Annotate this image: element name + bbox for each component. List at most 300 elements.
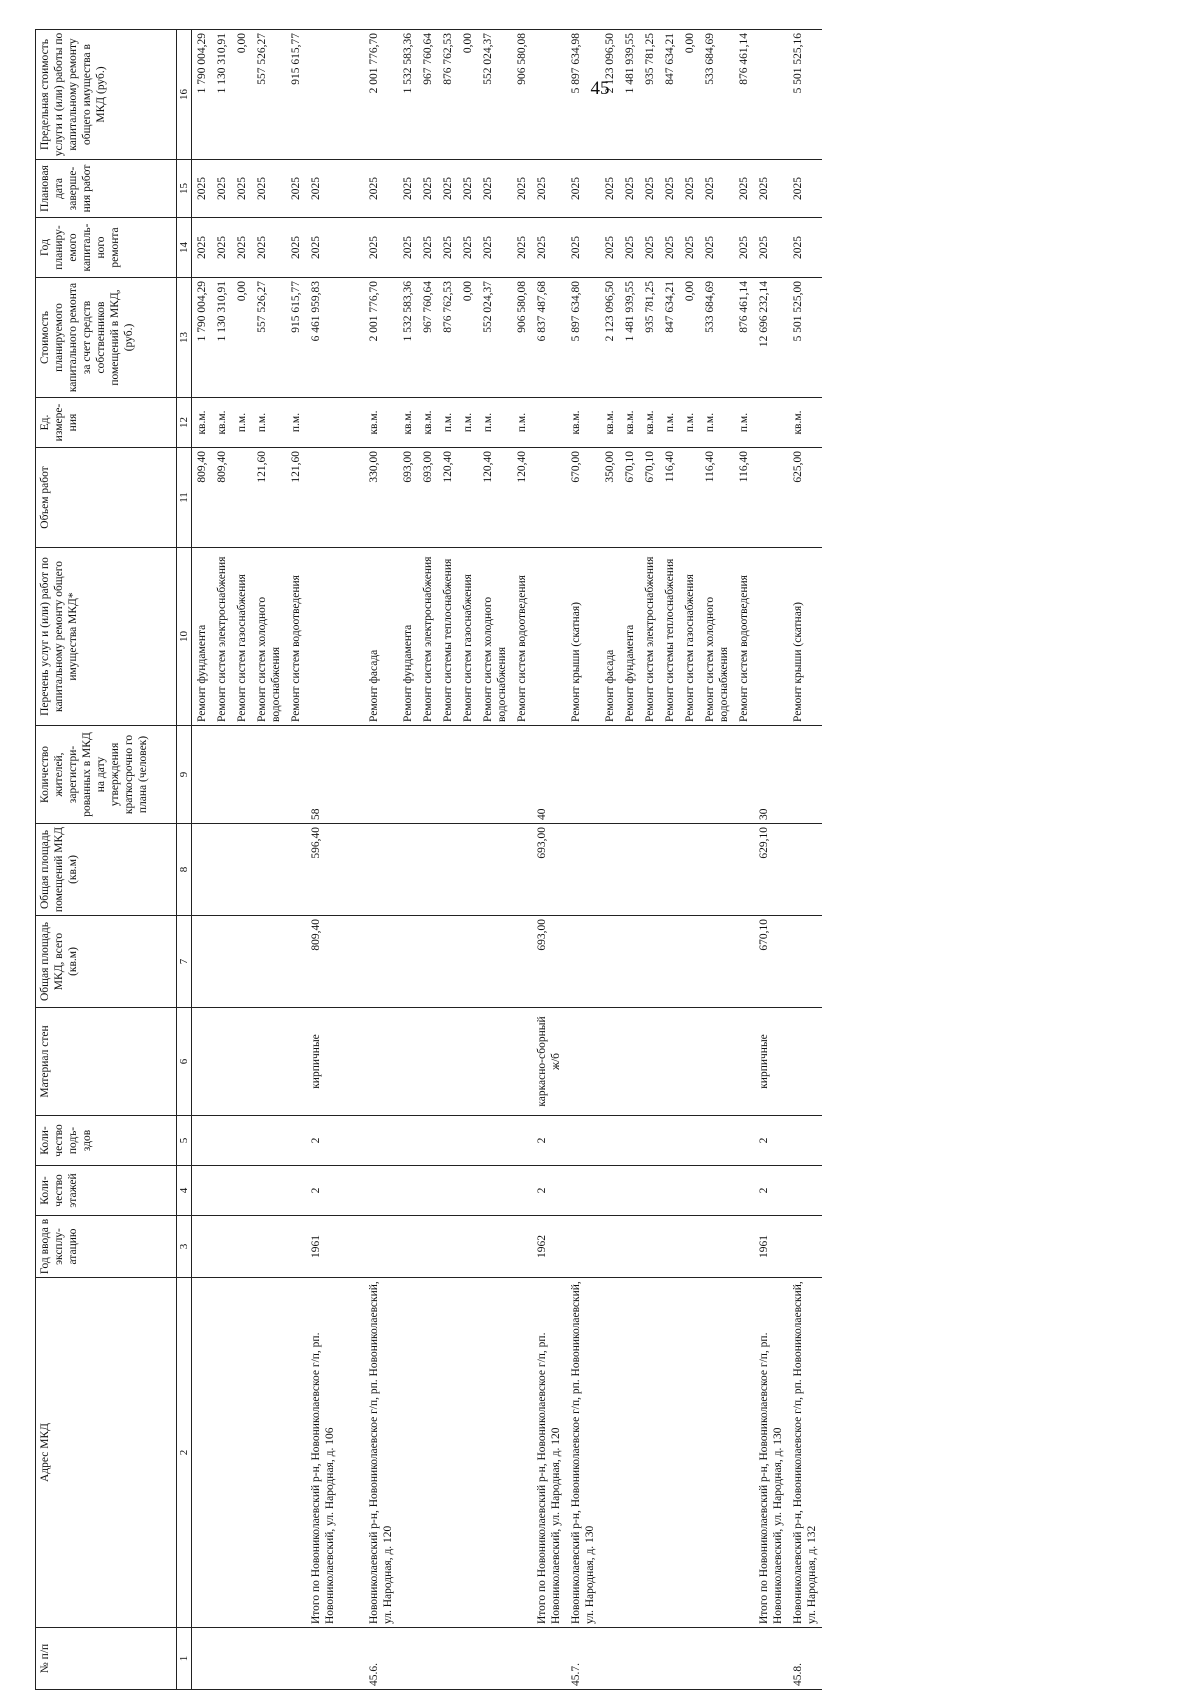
table-row <box>788 30 822 1690</box>
cell-col-11: 120,40 <box>438 448 458 548</box>
cell-col-8 <box>458 824 478 916</box>
cell-col-15: 2025 <box>364 160 398 218</box>
cell-col-14 <box>340 218 364 278</box>
cell-col-4 <box>438 1166 458 1216</box>
cell-col-12: п.м. <box>512 398 532 448</box>
cell-col-5 <box>286 1116 306 1166</box>
cell-col-3 <box>734 1216 754 1278</box>
column-header-9: Количество жителей, зарегистри-рованных в МКД на дату утверждения краткосрочно го плана (человек) <box>36 726 177 824</box>
cell-col-15: 2025 <box>512 160 532 218</box>
cell-col-3: 1962 <box>532 1216 566 1278</box>
cell-col-13: 1 532 583,36 <box>398 278 418 398</box>
column-header-7: Общая площадь МКД, всего (кв.м) <box>36 916 177 1008</box>
cell-col-10 <box>306 548 340 726</box>
cell-col-4 <box>734 1166 754 1216</box>
cell-col-3 <box>340 1216 364 1278</box>
cell-col-13: 5 501 525,00 <box>788 278 822 398</box>
cell-col-16: 1 790 004,29 <box>192 30 213 160</box>
cell-col-7 <box>700 916 734 1008</box>
cell-col-12: п.м. <box>660 398 680 448</box>
table-row <box>398 30 418 1690</box>
table-row <box>600 30 620 1690</box>
column-header-3: Год ввода в эксплу-атацию <box>36 1216 177 1278</box>
cell-col-1 <box>286 1628 306 1690</box>
cell-col-13: 0,00 <box>458 278 478 398</box>
cell-col-2 <box>212 1278 232 1628</box>
cell-col-10: Ремонт крыши (скатная) <box>566 548 600 726</box>
column-header-2: Адрес МКД <box>36 1278 177 1628</box>
cell-col-6 <box>232 1008 252 1116</box>
cell-col-14: 2025 <box>660 218 680 278</box>
column-number-7: 7 <box>177 916 192 1008</box>
column-number-16: 16 <box>177 30 192 160</box>
cell-col-14: 2025 <box>734 218 754 278</box>
cell-col-15: 2025 <box>458 160 478 218</box>
cell-col-9 <box>252 726 286 824</box>
cell-col-8: 629,10 <box>754 824 788 916</box>
column-number-3: 3 <box>177 1216 192 1278</box>
cell-col-11: 121,60 <box>252 448 286 548</box>
cell-col-11: 350,00 <box>600 448 620 548</box>
cell-col-7 <box>660 916 680 1008</box>
column-header-6: Материал стен <box>36 1008 177 1116</box>
cell-col-10: Ремонт фундамента <box>620 548 640 726</box>
cell-col-12 <box>306 398 340 448</box>
cell-col-4 <box>232 1166 252 1216</box>
cell-col-8 <box>286 824 306 916</box>
cell-col-14: 2025 <box>600 218 620 278</box>
cell-col-12: п.м. <box>438 398 458 448</box>
cell-col-11 <box>232 448 252 548</box>
column-header-8: Общая площадь помещений МКД (кв.м) <box>36 824 177 916</box>
cell-col-2 <box>640 1278 660 1628</box>
cell-col-11 <box>680 448 700 548</box>
cell-col-10: Ремонт систем водоотведения <box>286 548 306 726</box>
cell-col-13: 2 001 776,70 <box>364 278 398 398</box>
cell-col-14: 2025 <box>252 218 286 278</box>
cell-col-16: 0,00 <box>232 30 252 160</box>
cell-col-3 <box>566 1216 600 1278</box>
cell-col-15: 2025 <box>788 160 822 218</box>
cell-col-1 <box>212 1628 232 1690</box>
cell-col-2 <box>252 1278 286 1628</box>
cell-col-14: 2025 <box>512 218 532 278</box>
cell-col-10 <box>340 548 364 726</box>
cell-col-8 <box>398 824 418 916</box>
cell-col-12: кв.м. <box>640 398 660 448</box>
cell-col-13 <box>340 278 364 398</box>
cell-col-8 <box>734 824 754 916</box>
cell-col-15: 2025 <box>680 160 700 218</box>
cell-col-4 <box>212 1166 232 1216</box>
cell-col-9 <box>398 726 418 824</box>
cell-col-1 <box>734 1628 754 1690</box>
total-row <box>754 30 788 1690</box>
cell-col-10: Ремонт систем холодного водоснабжения <box>700 548 734 726</box>
cell-col-3 <box>286 1216 306 1278</box>
cell-col-9 <box>478 726 512 824</box>
cell-col-5 <box>438 1116 458 1166</box>
cell-col-7 <box>192 916 213 1008</box>
column-header-15: Плановая дата заверше-ния работ <box>36 160 177 218</box>
cell-col-1 <box>340 1628 364 1690</box>
cell-col-5 <box>640 1116 660 1166</box>
cell-col-6 <box>478 1008 512 1116</box>
cell-col-7 <box>512 916 532 1008</box>
cell-col-13: 876 461,14 <box>734 278 754 398</box>
cell-col-10: Ремонт системы теплоснабжения <box>438 548 458 726</box>
cell-col-12: п.м. <box>734 398 754 448</box>
cell-col-8 <box>566 824 600 916</box>
cell-col-15: 2025 <box>620 160 640 218</box>
cell-col-9 <box>458 726 478 824</box>
table-row <box>212 30 232 1690</box>
cell-col-16: 935 781,25 <box>640 30 660 160</box>
cell-col-1 <box>252 1628 286 1690</box>
cell-col-3 <box>700 1216 734 1278</box>
cell-col-1 <box>458 1628 478 1690</box>
cell-col-8 <box>212 824 232 916</box>
cell-col-2 <box>680 1278 700 1628</box>
cell-col-16: 1 130 310,91 <box>212 30 232 160</box>
spacer-row <box>340 30 364 1690</box>
cell-col-4: 2 <box>306 1166 340 1216</box>
cell-col-1 <box>438 1628 458 1690</box>
column-number-1: 1 <box>177 1628 192 1690</box>
cell-col-15: 2025 <box>754 160 788 218</box>
cell-col-1 <box>232 1628 252 1690</box>
cell-col-8 <box>340 824 364 916</box>
cell-col-16: 906 580,08 <box>512 30 532 160</box>
cell-col-6 <box>212 1008 232 1116</box>
cell-col-16: 876 461,14 <box>734 30 754 160</box>
cell-col-10: Ремонт систем газоснабжения <box>232 548 252 726</box>
cell-col-14: 2025 <box>640 218 660 278</box>
cell-col-13: 6 461 959,83 <box>306 278 340 398</box>
column-number-2: 2 <box>177 1278 192 1628</box>
cell-col-11: 120,40 <box>478 448 512 548</box>
column-header-5: Коли-чество подъ-здов <box>36 1116 177 1166</box>
cell-col-16: 533 684,69 <box>700 30 734 160</box>
cell-col-16: 876 762,53 <box>438 30 458 160</box>
cell-col-9 <box>232 726 252 824</box>
cell-col-8 <box>788 824 822 916</box>
cell-col-16: 0,00 <box>680 30 700 160</box>
cell-col-14: 2025 <box>398 218 418 278</box>
column-number-9: 9 <box>177 726 192 824</box>
cell-col-6 <box>680 1008 700 1116</box>
cell-col-6 <box>600 1008 620 1116</box>
cell-col-16: 5 897 634,98 <box>566 30 600 160</box>
cell-col-4 <box>458 1166 478 1216</box>
column-number-4: 4 <box>177 1166 192 1216</box>
cell-col-3: 1961 <box>754 1216 788 1278</box>
cell-col-9 <box>620 726 640 824</box>
cell-col-13: 2 123 096,50 <box>600 278 620 398</box>
cell-col-6 <box>192 1008 213 1116</box>
cell-col-15: 2025 <box>532 160 566 218</box>
cell-col-3 <box>252 1216 286 1278</box>
cell-col-4 <box>640 1166 660 1216</box>
cell-col-11: 625,00 <box>788 448 822 548</box>
cell-col-8 <box>600 824 620 916</box>
cell-col-1 <box>398 1628 418 1690</box>
cell-col-7 <box>478 916 512 1008</box>
cell-col-9 <box>640 726 660 824</box>
cell-col-12: кв.м. <box>192 398 213 448</box>
column-number-14: 14 <box>177 218 192 278</box>
cell-col-3 <box>680 1216 700 1278</box>
cell-col-2 <box>600 1278 620 1628</box>
cell-col-9 <box>340 726 364 824</box>
cell-col-6 <box>458 1008 478 1116</box>
cell-col-16: 0,00 <box>458 30 478 160</box>
cell-col-14: 2025 <box>620 218 640 278</box>
cell-col-11 <box>532 448 566 548</box>
cell-col-2 <box>438 1278 458 1628</box>
cell-col-5 <box>232 1116 252 1166</box>
cell-col-3 <box>788 1216 822 1278</box>
cell-col-10: Ремонт систем водоотведения <box>512 548 532 726</box>
cell-col-1 <box>192 1628 213 1690</box>
cell-col-11: 809,40 <box>212 448 232 548</box>
cell-col-3 <box>212 1216 232 1278</box>
cell-col-7 <box>252 916 286 1008</box>
cell-col-13: 557 526,27 <box>252 278 286 398</box>
cell-col-4 <box>788 1166 822 1216</box>
cell-col-16: 2 123 096,50 <box>600 30 620 160</box>
cell-col-4 <box>364 1166 398 1216</box>
cell-col-5 <box>458 1116 478 1166</box>
cell-col-13: 915 615,77 <box>286 278 306 398</box>
cell-col-16 <box>306 30 340 160</box>
table-body <box>192 30 823 1690</box>
cell-col-2 <box>418 1278 438 1628</box>
cell-col-6 <box>438 1008 458 1116</box>
cell-col-6 <box>660 1008 680 1116</box>
cell-col-15: 2025 <box>478 160 512 218</box>
cell-col-13: 5 897 634,80 <box>566 278 600 398</box>
cell-col-14: 2025 <box>418 218 438 278</box>
table-row <box>418 30 438 1690</box>
cell-col-16: 915 615,77 <box>286 30 306 160</box>
cell-col-2 <box>660 1278 680 1628</box>
cell-col-6: каркасно-сборный ж/б <box>532 1008 566 1116</box>
cell-col-13: 533 684,69 <box>700 278 734 398</box>
table-row <box>286 30 306 1690</box>
column-header-14: Год планиру-емого капиталь-ного ремонта <box>36 218 177 278</box>
cell-col-1 <box>306 1628 340 1690</box>
cell-col-15: 2025 <box>252 160 286 218</box>
cell-col-1 <box>754 1628 788 1690</box>
cell-col-13: 967 760,64 <box>418 278 438 398</box>
cell-col-14: 2025 <box>532 218 566 278</box>
cell-col-7 <box>418 916 438 1008</box>
cell-col-5 <box>340 1116 364 1166</box>
cell-col-15: 2025 <box>660 160 680 218</box>
cell-col-3 <box>620 1216 640 1278</box>
cell-col-5: 2 <box>754 1116 788 1166</box>
column-number-15: 15 <box>177 160 192 218</box>
cell-col-7 <box>438 916 458 1008</box>
cell-col-3 <box>438 1216 458 1278</box>
cell-col-7 <box>620 916 640 1008</box>
cell-col-13: 1 790 004,29 <box>192 278 213 398</box>
cell-col-4 <box>340 1166 364 1216</box>
cell-col-14: 2025 <box>566 218 600 278</box>
cell-col-7: 693,00 <box>532 916 566 1008</box>
cell-col-5 <box>566 1116 600 1166</box>
cell-col-6 <box>252 1008 286 1116</box>
cell-col-1 <box>600 1628 620 1690</box>
cell-col-13: 0,00 <box>680 278 700 398</box>
cell-col-2: Итого по Новониколаевский р-н, Новониколаевское г/п, рп. Новониколаевский, ул. Народная, д. 106 <box>306 1278 340 1628</box>
cell-col-14: 2025 <box>438 218 458 278</box>
cell-col-2 <box>286 1278 306 1628</box>
capital-repair-table <box>35 29 822 1690</box>
cell-col-13: 6 837 487,68 <box>532 278 566 398</box>
cell-col-1: 45.8. <box>788 1628 822 1690</box>
cell-col-3 <box>600 1216 620 1278</box>
cell-col-9 <box>566 726 600 824</box>
cell-col-9 <box>734 726 754 824</box>
cell-col-2: Новониколаевский р-н, Новониколаевское г/п, рп. Новониколаевский, ул. Народная, д. 132 <box>788 1278 822 1628</box>
cell-col-11 <box>340 448 364 548</box>
column-number-row <box>177 30 192 1690</box>
column-header-12: Ед. измере-ния <box>36 398 177 448</box>
cell-col-5 <box>620 1116 640 1166</box>
cell-col-7 <box>788 916 822 1008</box>
column-number-12: 12 <box>177 398 192 448</box>
column-header-10: Перечень услуг и (или) работ по капитальному ремонту общего имущества МКД* <box>36 548 177 726</box>
cell-col-15: 2025 <box>192 160 213 218</box>
cell-col-10 <box>532 548 566 726</box>
cell-col-4 <box>680 1166 700 1216</box>
cell-col-5 <box>192 1116 213 1166</box>
cell-col-14: 2025 <box>364 218 398 278</box>
cell-col-16: 2 001 776,70 <box>364 30 398 160</box>
cell-col-10: Ремонт систем холодного водоснабжения <box>252 548 286 726</box>
cell-col-12: п.м. <box>700 398 734 448</box>
cell-col-13: 552 024,37 <box>478 278 512 398</box>
cell-col-16 <box>754 30 788 160</box>
cell-col-10: Ремонт систем электроснабжения <box>640 548 660 726</box>
cell-col-12: кв.м. <box>600 398 620 448</box>
cell-col-6 <box>640 1008 660 1116</box>
column-header-1: № п/п <box>36 1628 177 1690</box>
cell-col-16: 847 634,21 <box>660 30 680 160</box>
column-number-6: 6 <box>177 1008 192 1116</box>
cell-col-15: 2025 <box>398 160 418 218</box>
cell-col-11 <box>754 448 788 548</box>
cell-col-11 <box>306 448 340 548</box>
cell-col-10: Ремонт систем холодного водоснабжения <box>478 548 512 726</box>
table-row <box>512 30 532 1690</box>
cell-col-8 <box>680 824 700 916</box>
cell-col-2 <box>192 1278 213 1628</box>
cell-col-11: 670,00 <box>566 448 600 548</box>
table-row <box>438 30 458 1690</box>
cell-col-12: п.м. <box>286 398 306 448</box>
cell-col-4 <box>398 1166 418 1216</box>
cell-col-6 <box>418 1008 438 1116</box>
cell-col-12 <box>532 398 566 448</box>
cell-col-11: 693,00 <box>418 448 438 548</box>
cell-col-5 <box>364 1116 398 1166</box>
cell-col-7 <box>364 916 398 1008</box>
cell-col-8 <box>418 824 438 916</box>
cell-col-1 <box>640 1628 660 1690</box>
cell-col-4 <box>192 1166 213 1216</box>
cell-col-5 <box>680 1116 700 1166</box>
cell-col-14: 2025 <box>286 218 306 278</box>
cell-col-7 <box>566 916 600 1008</box>
cell-col-9 <box>600 726 620 824</box>
cell-col-15: 2025 <box>232 160 252 218</box>
table-row <box>700 30 734 1690</box>
cell-col-11: 116,40 <box>734 448 754 548</box>
cell-col-11: 121,60 <box>286 448 306 548</box>
cell-col-6 <box>364 1008 398 1116</box>
cell-col-13: 935 781,25 <box>640 278 660 398</box>
cell-col-9 <box>192 726 213 824</box>
cell-col-13: 1 481 939,55 <box>620 278 640 398</box>
cell-col-7 <box>286 916 306 1008</box>
column-header-16: Предельная стоимость услуги и (или) работы по капитальному ремонту общего имущества в МКД (руб.) <box>36 30 177 160</box>
cell-col-16 <box>532 30 566 160</box>
cell-col-16: 967 760,64 <box>418 30 438 160</box>
cell-col-8 <box>660 824 680 916</box>
cell-col-16: 552 024,37 <box>478 30 512 160</box>
cell-col-9 <box>680 726 700 824</box>
cell-col-4 <box>566 1166 600 1216</box>
cell-col-10 <box>754 548 788 726</box>
cell-col-10: Ремонт систем газоснабжения <box>458 548 478 726</box>
cell-col-13: 906 580,08 <box>512 278 532 398</box>
rotated-table-frame <box>35 30 1165 1690</box>
cell-col-10: Ремонт крыши (скатная) <box>788 548 822 726</box>
cell-col-15: 2025 <box>566 160 600 218</box>
cell-col-5 <box>734 1116 754 1166</box>
cell-col-16: 557 526,27 <box>252 30 286 160</box>
cell-col-14: 2025 <box>700 218 734 278</box>
cell-col-8 <box>620 824 640 916</box>
cell-col-14: 2025 <box>458 218 478 278</box>
cell-col-1 <box>418 1628 438 1690</box>
cell-col-9 <box>512 726 532 824</box>
cell-col-4 <box>418 1166 438 1216</box>
header-row <box>36 30 177 1690</box>
column-number-11: 11 <box>177 448 192 548</box>
cell-col-5 <box>512 1116 532 1166</box>
cell-col-10: Ремонт фундамента <box>398 548 418 726</box>
cell-col-15: 2025 <box>418 160 438 218</box>
cell-col-14: 2025 <box>478 218 512 278</box>
cell-col-15: 2025 <box>306 160 340 218</box>
cell-col-9 <box>660 726 680 824</box>
cell-col-11: 116,40 <box>700 448 734 548</box>
cell-col-1 <box>700 1628 734 1690</box>
cell-col-10: Ремонт систем водоотведения <box>734 548 754 726</box>
cell-col-2 <box>734 1278 754 1628</box>
cell-col-9 <box>700 726 734 824</box>
cell-col-5 <box>660 1116 680 1166</box>
cell-col-1 <box>680 1628 700 1690</box>
cell-col-9: 40 <box>532 726 566 824</box>
cell-col-3 <box>458 1216 478 1278</box>
cell-col-2 <box>340 1278 364 1628</box>
total-row <box>306 30 340 1690</box>
